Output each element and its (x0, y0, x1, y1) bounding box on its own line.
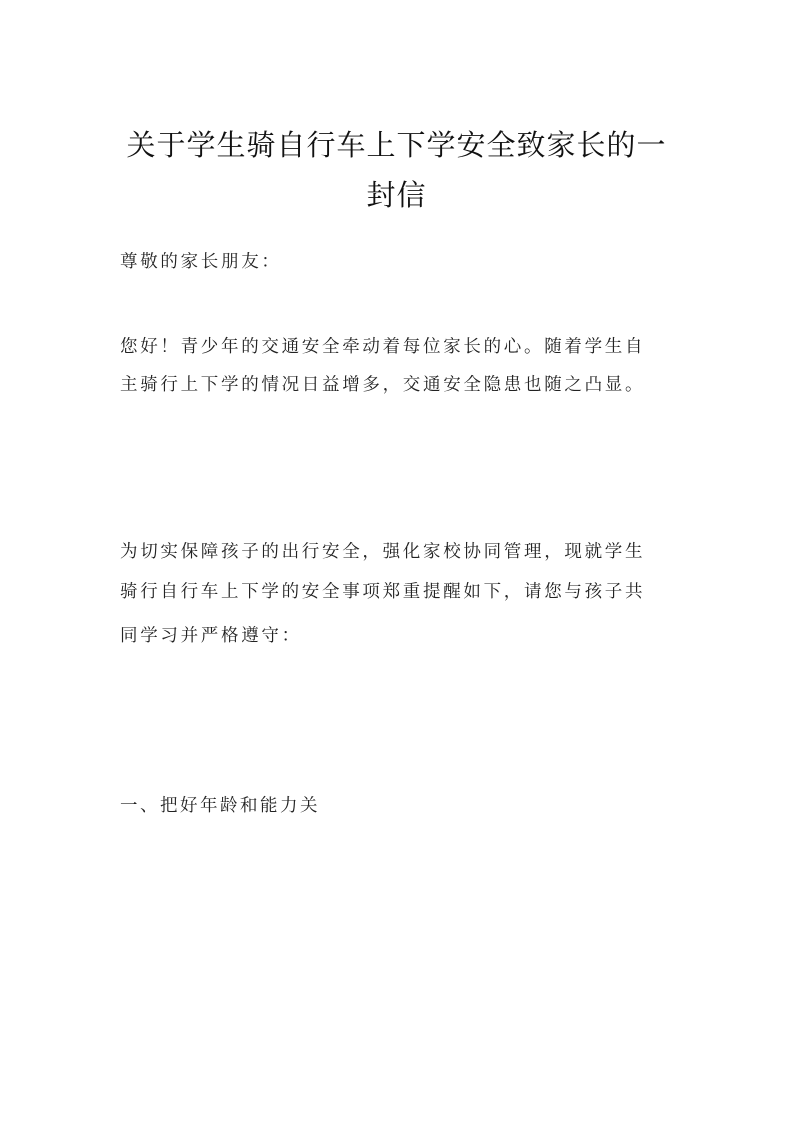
paragraph-2-line-2: 骑行自行车上下学的安全事项郑重提醒如下，请您与孩子共 (120, 582, 646, 602)
document-title-line-2: 封信 (366, 178, 427, 212)
paragraph-1-line-1: 您好！青少年的交通安全牵动着每位家长的心。随着学生自 (120, 337, 646, 357)
paragraph-2-line-1: 为切实保障孩子的出行安全，强化家校协同管理，现就学生 (120, 542, 646, 562)
paragraph-2-line-3: 同学习并严格遵守： (120, 626, 302, 646)
greeting: 尊敬的家长朋友： (120, 252, 282, 272)
document-title-line-1: 关于学生骑自行车上下学安全致家长的一 (126, 128, 667, 162)
section-1-heading: 一、把好年龄和能力关 (120, 796, 320, 816)
paragraph-1-line-2: 主骑行上下学的情况日益增多，交通安全隐患也随之凸显。 (120, 375, 646, 395)
